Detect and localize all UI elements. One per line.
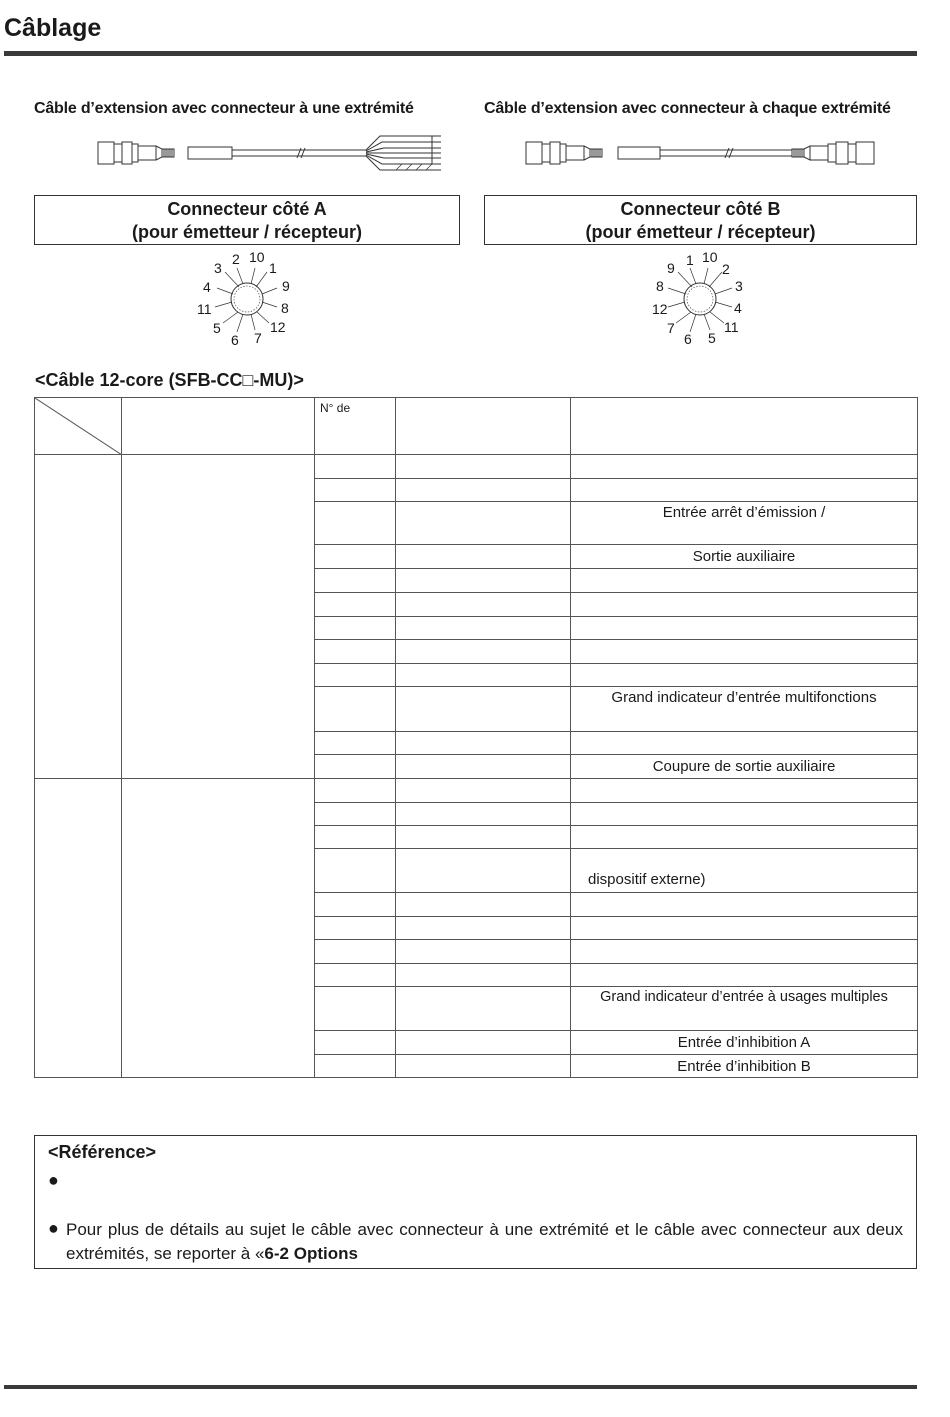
- pin-a-label: 8: [281, 300, 289, 316]
- header-cell: [396, 398, 571, 455]
- table-cell: [396, 664, 571, 687]
- reference-box: [34, 1135, 917, 1269]
- wiring-table: [34, 397, 918, 1078]
- table-cell: [396, 455, 571, 479]
- table-cell: [571, 917, 918, 940]
- pin-b-label: 9: [667, 260, 675, 276]
- bullet-icon: ●: [48, 1218, 59, 1238]
- table-cell: [396, 940, 571, 964]
- connector-a-box: [34, 195, 460, 245]
- table-cell: [315, 1031, 396, 1055]
- header-cell: [122, 398, 315, 455]
- pin-b-label: 1: [686, 252, 694, 268]
- table-cell: [315, 987, 396, 1031]
- bullet-icon: ●: [48, 1170, 59, 1190]
- table-row: [35, 455, 918, 479]
- table-cell: [396, 617, 571, 640]
- top-rule: [4, 51, 917, 56]
- table-cell: [571, 664, 918, 687]
- table-cell: [396, 569, 571, 593]
- description-cell: Coupure de sortie auxiliaire: [571, 755, 918, 779]
- cable-one-end-drawing: [96, 130, 446, 180]
- group-b-name-cell: [122, 779, 315, 1078]
- connector-b-title: Connecteur côté B: [620, 199, 781, 219]
- pin-b-label: 10: [702, 249, 718, 265]
- table-cell: [396, 479, 571, 502]
- description-cell: Entrée d’inhibition B: [571, 1055, 918, 1078]
- table-cell: [396, 779, 571, 803]
- table-cell: [396, 732, 571, 755]
- table-cell: [396, 964, 571, 987]
- group-a-name-cell: [122, 455, 315, 779]
- table-cell: [396, 849, 571, 893]
- table-cell: [315, 640, 396, 664]
- diagonal-header-cell: [35, 398, 122, 455]
- table-cell: [571, 732, 918, 755]
- cable-both-ends-title: Câble d’extension avec connecteur à chaque extrémité: [484, 100, 891, 117]
- pin-a-label: 6: [231, 332, 239, 348]
- table-cell: [571, 826, 918, 849]
- table-cell: [315, 849, 396, 893]
- pin-b-label: 8: [656, 278, 664, 294]
- diagonal-line: [35, 398, 122, 455]
- reference-title: <Référence>: [48, 1142, 157, 1162]
- connector-b-box: [484, 195, 917, 245]
- table-cell: [396, 502, 571, 545]
- connector-a-title: Connecteur côté A: [167, 199, 327, 219]
- connector-a-pinout: [195, 250, 305, 350]
- table-cell: [315, 917, 396, 940]
- pin-b-label: 11: [724, 319, 739, 335]
- table-cell: [315, 1055, 396, 1078]
- table-cell: [571, 964, 918, 987]
- table-header-row: [35, 398, 918, 455]
- table-cell: [396, 545, 571, 569]
- pin-a-label: 9: [282, 278, 290, 294]
- table-cell: [315, 617, 396, 640]
- pin-b-label: 6: [684, 331, 692, 347]
- table-cell: [396, 987, 571, 1031]
- connector-a-subtitle: (pour émetteur / récepteur): [131, 222, 363, 242]
- table-cell: [396, 687, 571, 732]
- group-a-label-cell: [35, 455, 122, 779]
- table-cell: [571, 455, 918, 479]
- reference-text-body: Pour plus de détails au sujet le câble avec connecteur à une extrémité et le câble avec connecteur aux deux extrémités, se reporter à «: [66, 1220, 903, 1263]
- header-pin-number: N° de: [315, 398, 396, 455]
- pin-b-label: 3: [735, 278, 743, 294]
- table-cell: [315, 964, 396, 987]
- pin-a-label: 1: [269, 260, 277, 276]
- table-cell: [315, 687, 396, 732]
- table-cell: [315, 803, 396, 826]
- pin-b-label: 7: [667, 320, 675, 336]
- table-cell: [396, 1031, 571, 1055]
- pin-a-label: 4: [203, 279, 211, 295]
- table-cell: [396, 803, 571, 826]
- table-row: [35, 779, 918, 803]
- header-cell: [571, 398, 918, 455]
- pin-a-label: 7: [254, 330, 262, 346]
- pin-a-label: 10: [249, 249, 265, 265]
- table-cell: [315, 826, 396, 849]
- pin-b-label: 12: [652, 301, 668, 317]
- connector-b-pinout: [648, 250, 758, 350]
- table-cell: [315, 502, 396, 545]
- table-cell: [571, 940, 918, 964]
- bottom-rule: [4, 1385, 917, 1389]
- table-cell: [315, 545, 396, 569]
- table-cell: [396, 917, 571, 940]
- pin-a-label: 11: [197, 301, 212, 317]
- table-cell: [315, 732, 396, 755]
- reference-text: [66, 1218, 903, 1266]
- cable-one-end-title: Câble d’extension avec connecteur à une extrémité: [34, 100, 414, 117]
- table-cell: [571, 593, 918, 617]
- table-cell: [315, 664, 396, 687]
- pin-a-label: 12: [270, 319, 286, 335]
- table-cell: [396, 640, 571, 664]
- table-cell: [315, 940, 396, 964]
- table-cell: [571, 640, 918, 664]
- table-cell: [396, 755, 571, 779]
- options-reference-link[interactable]: 6-2 Options: [264, 1244, 358, 1263]
- table-cell: [315, 593, 396, 617]
- description-cell: Sortie auxiliaire: [571, 545, 918, 569]
- table-cell: [315, 479, 396, 502]
- table-cell: [315, 893, 396, 917]
- cable-table-title: <Câble 12-core (SFB-CC□-MU)>: [35, 370, 304, 390]
- table-cell: [571, 779, 918, 803]
- cable-both-ends-drawing: [524, 130, 879, 180]
- table-cell: [571, 617, 918, 640]
- pin-b-label: 5: [708, 330, 716, 346]
- table-cell: [315, 455, 396, 479]
- description-cell: dispositif externe): [571, 849, 918, 893]
- pin-a-label: 5: [213, 320, 221, 336]
- description-cell: Entrée d’inhibition A: [571, 1031, 918, 1055]
- table-cell: [396, 593, 571, 617]
- table-cell: [396, 1055, 571, 1078]
- table-cell: [315, 755, 396, 779]
- pin-b-label: 4: [734, 300, 742, 316]
- table-cell: [571, 569, 918, 593]
- pin-a-label: 3: [214, 260, 222, 276]
- table-cell: [315, 779, 396, 803]
- group-b-label-cell: [35, 779, 122, 1078]
- table-cell: [315, 569, 396, 593]
- pin-a-label: 2: [232, 251, 240, 267]
- table-cell: [571, 893, 918, 917]
- connector-b-subtitle: (pour émetteur / récepteur): [585, 222, 816, 242]
- table-cell: [396, 893, 571, 917]
- description-cell: Entrée arrêt d’émission /: [571, 502, 918, 545]
- table-cell: [571, 479, 918, 502]
- description-cell: Grand indicateur d’entrée multifonctions: [571, 687, 918, 732]
- description-cell: Grand indicateur d’entrée à usages multiples: [571, 987, 918, 1031]
- pin-b-label: 2: [722, 261, 730, 277]
- table-cell: [571, 803, 918, 826]
- page-title: Câblage: [4, 14, 102, 42]
- table-cell: [396, 826, 571, 849]
